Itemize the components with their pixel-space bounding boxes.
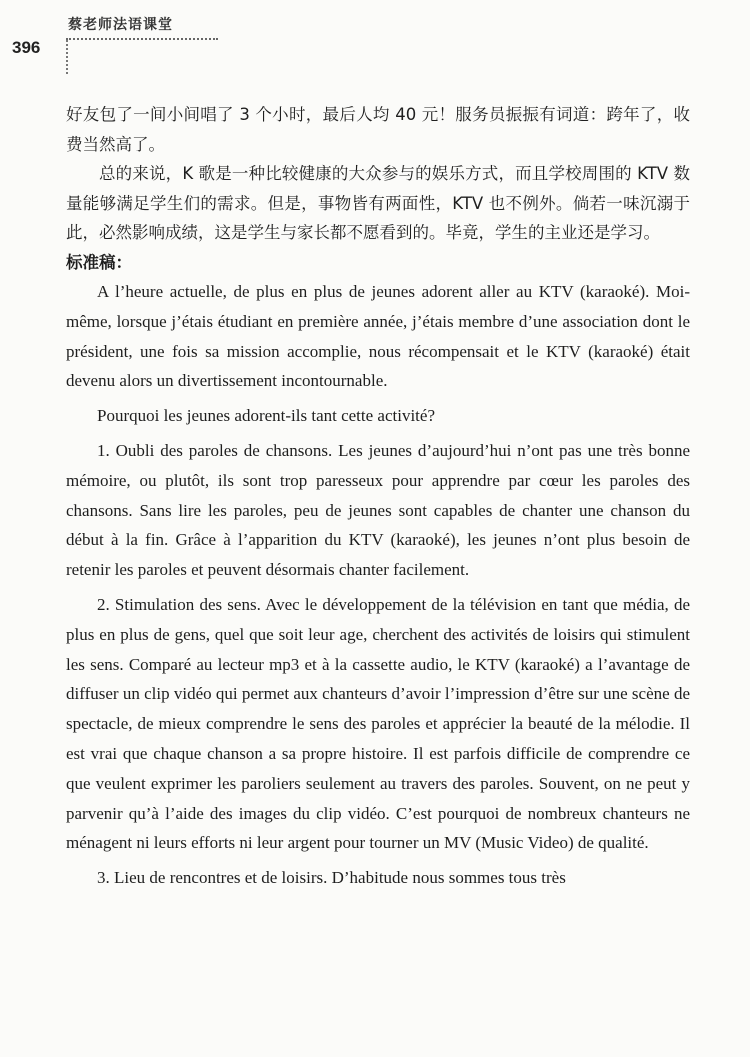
fr-paragraph-point-1: 1. Oubli des paroles de chansons. Les jeunes d’aujourd’hui n’ont pas une très bonne mémoire, ou plutôt, ils sont trop paresseux pour apprendre par cœur les paroles des chansons. Sans lire les paroles, peu de jeunes sont capables de chanter une chanson du début à la fin. Grâce à l’apparition du KTV (karaoké), les jeunes n’ont plus besoin de retenir les paroles et peuvent désormais chanter facilement. [66, 440, 690, 580]
cn-paragraph-summary: 总的来说，K 歌是一种比较健康的大众参与的娱乐方式，而且学校周围的 KTV 数量能够满足学生们的需求。但是，事物皆有两面性，KTV 也不例外。倘若一味沉溺于此，必然影响成绩，这是学生与家长都不愿看到的。毕竟，学生的主业还是学习。 [66, 164, 690, 242]
fr-paragraph-question: Pourquoi les jeunes adorent-ils tant cette activité? [97, 406, 435, 426]
page-body [66, 100, 690, 893]
section-label: 标准稿： [66, 252, 132, 272]
fr-paragraph-point-3: 3. Lieu de rencontres et de loisirs. D’habitude nous sommes tous très [97, 868, 566, 888]
header-dotted-rule [66, 38, 218, 40]
fr-paragraph-intro: A l’heure actuelle, de plus en plus de jeunes adorent aller au KTV (karaoké). Moi-même, lorsque j’étais étudiant en première année, j’étais membre d’une association dont le président, une fois sa mission accomplie, nous récompensait et le KTV (karaoké) était devenu alors un divertissement incontournable. [66, 282, 690, 391]
running-head: 蔡老师法语课堂 [68, 17, 173, 33]
fr-paragraph-point-2: 2. Stimulation des sens. Avec le développement de la télévision en tant que média, de plus en plus de gens, quel que soit leur age, cherchent des activités de loisirs qui stimulent les sens. Comparé au lecteur mp3 et à la cassette audio, le KTV (karaoké) a l’avantage de diffuser un clip vidéo qui permet aux chanteurs d’avoir l’impression d’être sur une scène de spectacle, de mieux comprendre le sens des paroles et apprécier la beauté de la mélodie. Il est vrai que chaque chanson a sa propre histoire. Il est parfois difficile de comprendre ce que veulent exprimer les paroliers seulement au travers des paroles. Souvent, on ne peut y parvenir qu’à l’aide des images du clip vidéo. C’est pourquoi de nombreux chanteurs ne ménagent ni leurs efforts ni leur argent pour tourner un MV (Music Video) de qualité. [66, 594, 690, 853]
cn-paragraph-continued: 好友包了一间小间唱了 3 个小时，最后人均 40 元！服务员振振有词道：跨年了，收费当然高了。 [66, 105, 690, 154]
margin-dotted-rule [66, 40, 68, 74]
page-number: 396 [12, 38, 41, 57]
